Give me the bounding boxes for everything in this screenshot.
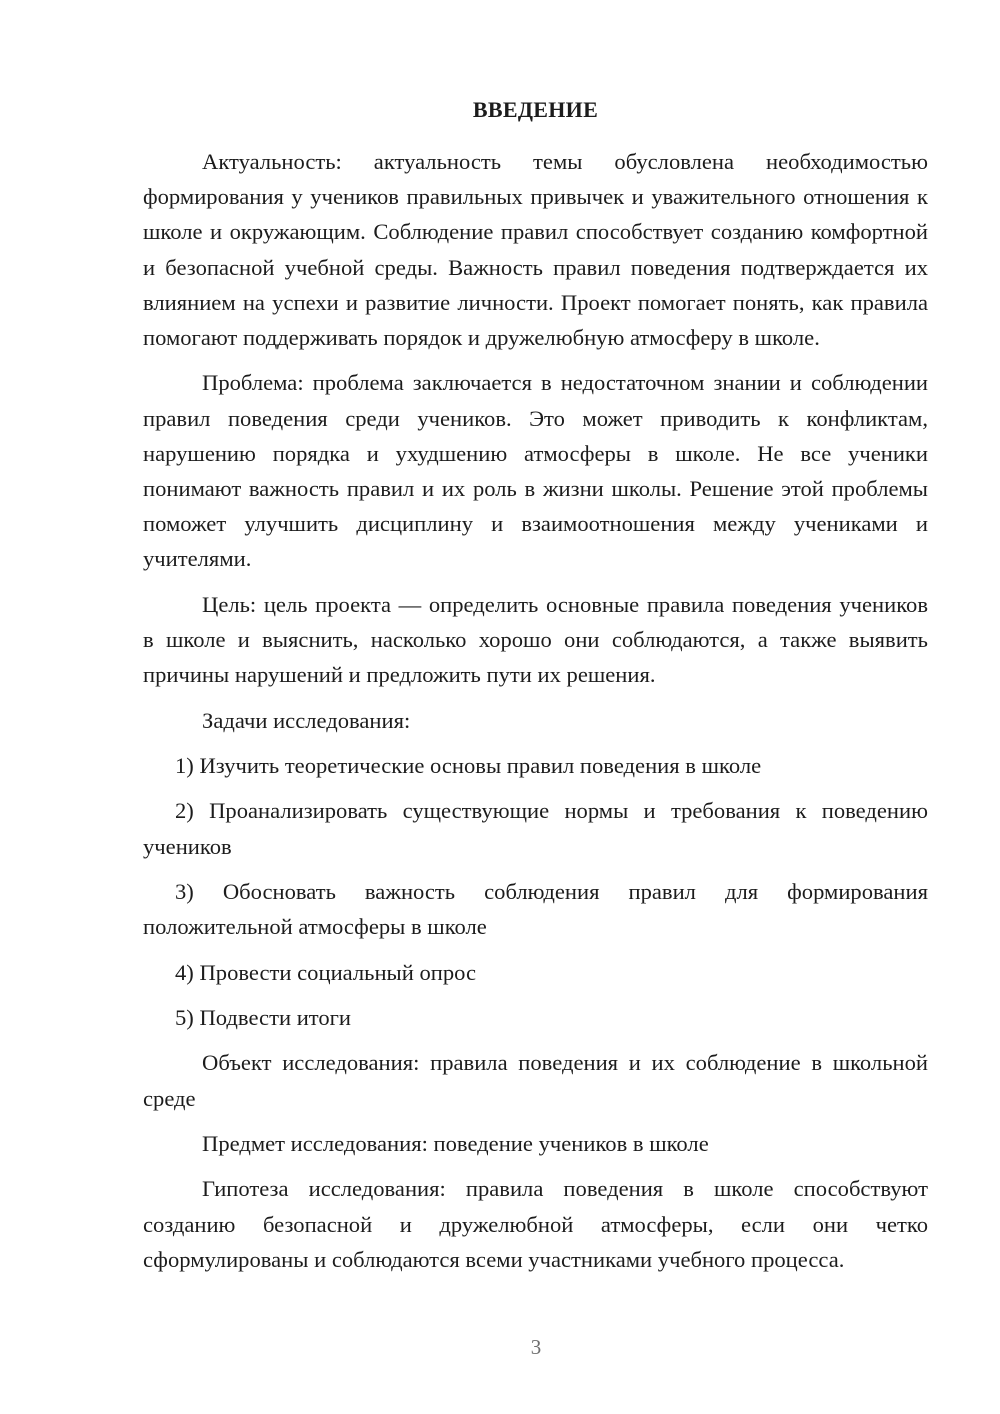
task-item-5: 5) Подвести итоги: [175, 1004, 352, 1030]
paragraph-goal: Цель: цель проекта — определить основные правила поведения учеников в школе и выяснить, насколько хорошо они соблюдаются, а также выявить причины нарушений и предложить пути их решения.: [143, 591, 928, 688]
task-item-3: 3) Обосновать важность соблюдения правил для формирования положительной атмосферы в школе: [143, 878, 928, 940]
paragraph-subject: Предмет исследования: поведение учеников в школе: [202, 1130, 709, 1156]
task-item-2: 2) Проанализировать существующие нормы и требования к поведению учеников: [143, 798, 928, 859]
paragraph-hypothesis: Гипотеза исследования: правила поведения в школе способствуют созданию безопасной и дружелюбной атмосферы, если они четко сформулированы и соблюдаются всеми участниками учебного процесса.: [143, 1176, 928, 1272]
paragraph-object: Объект исследования: правила поведения и их соблюдение в школьной среде: [143, 1050, 928, 1111]
section-heading: ВВЕДЕНИЕ: [472, 97, 599, 122]
paragraph-problem: Проблема: проблема заключается в недостаточном знании и соблюдении правил поведения среди учеников. Это может приводить к конфликтам, нарушению порядка и ухудшению атмосферы в школе. Не все ученики понимают важность правил и их роль в жизни школы. Решение этой проблемы поможет улучшить дисциплину и взаимоотношения между учениками и учителями.: [143, 370, 928, 572]
task-item-1: 1) Изучить теоретические основы правил поведения в школе: [175, 753, 762, 778]
page-content: [143, 96, 928, 1287]
paragraph-relevance: Актуальность: актуальность темы обусловлена необходимостью формирования у учеников правильных привычек и уважительного отношения к школе и окружающим. Соблюдение правил способствует созданию комфортной и безопасной учебной среды. Важность правил поведения подтверждается их влиянием на успехи и развитие личности. Проект помогает понять, как правила помогают поддерживать порядок и дружелюбную атмосферу в школе.: [143, 149, 928, 351]
page-number: 3: [530, 1335, 542, 1359]
paragraph-tasks-intro: Задачи исследования:: [202, 707, 411, 733]
task-item-4: 4) Провести социальный опрос: [175, 959, 477, 985]
